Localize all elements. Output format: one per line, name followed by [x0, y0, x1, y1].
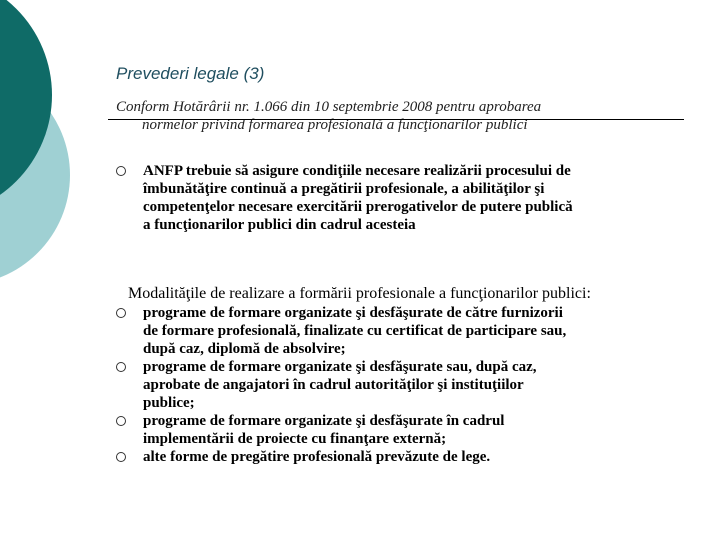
bullet-list-modalitati [116, 284, 696, 466]
section-lead: Modalităţile de realizare a formării profesionale a funcţionarilor publici: [128, 285, 591, 302]
item-line: publice; [143, 395, 195, 411]
list-item [116, 448, 696, 466]
item-line: programe de formare organizate şi desfăşurate de către furnizorii [143, 305, 563, 321]
item-line: de formare profesională, finalizate cu certificat de participare sau, [143, 323, 567, 339]
decorative-circles [0, 0, 110, 300]
item-line: ANFP trebuie să asigure condiţiile necesare realizării procesului de [143, 163, 571, 179]
circle-bullet-icon [116, 452, 126, 462]
subtitle-line: Conform Hotărârii nr. 1.066 din 10 septembrie 2008 pentru aprobarea [116, 99, 542, 115]
item-line: aprobate de angajatori în cadrul autorităţilor şi instituţiilor [143, 377, 524, 393]
item-line: a funcţionarilor publici din cadrul acesteia [143, 217, 416, 233]
list-item [116, 358, 696, 412]
slide-subtitle [116, 98, 686, 134]
circle-bullet-icon [116, 416, 126, 426]
circle-bullet-icon [116, 308, 126, 318]
item-line: alte forme de pregătire profesională prevăzute de lege. [143, 449, 491, 465]
bullet-list-anfp [116, 162, 696, 234]
circle-bullet-icon [116, 362, 126, 372]
item-line: îmbunătăţire continuă a pregătirii profesionale, a abilităţilor şi [143, 181, 545, 197]
item-line: programe de formare organizate şi desfăşurate sau, după caz, [143, 359, 537, 375]
item-line: programe de formare organizate şi desfăşurate în cadrul [143, 413, 505, 429]
item-line: implementării de proiecte cu finanţare externă; [143, 431, 447, 447]
list-item [116, 412, 696, 448]
subtitle-divider [108, 119, 684, 120]
subtitle-line: normelor privind formarea profesională a funcţionarilor publici [142, 117, 528, 133]
item-line: după caz, diplomă de absolvire; [143, 341, 346, 357]
slide-title: Prevederi legale (3) [116, 64, 265, 83]
circle-bullet-icon [116, 166, 126, 176]
list-item [116, 304, 696, 358]
item-line: competenţelor necesare exercitării prerogativelor de putere publică [143, 199, 573, 215]
list-item [116, 162, 696, 234]
